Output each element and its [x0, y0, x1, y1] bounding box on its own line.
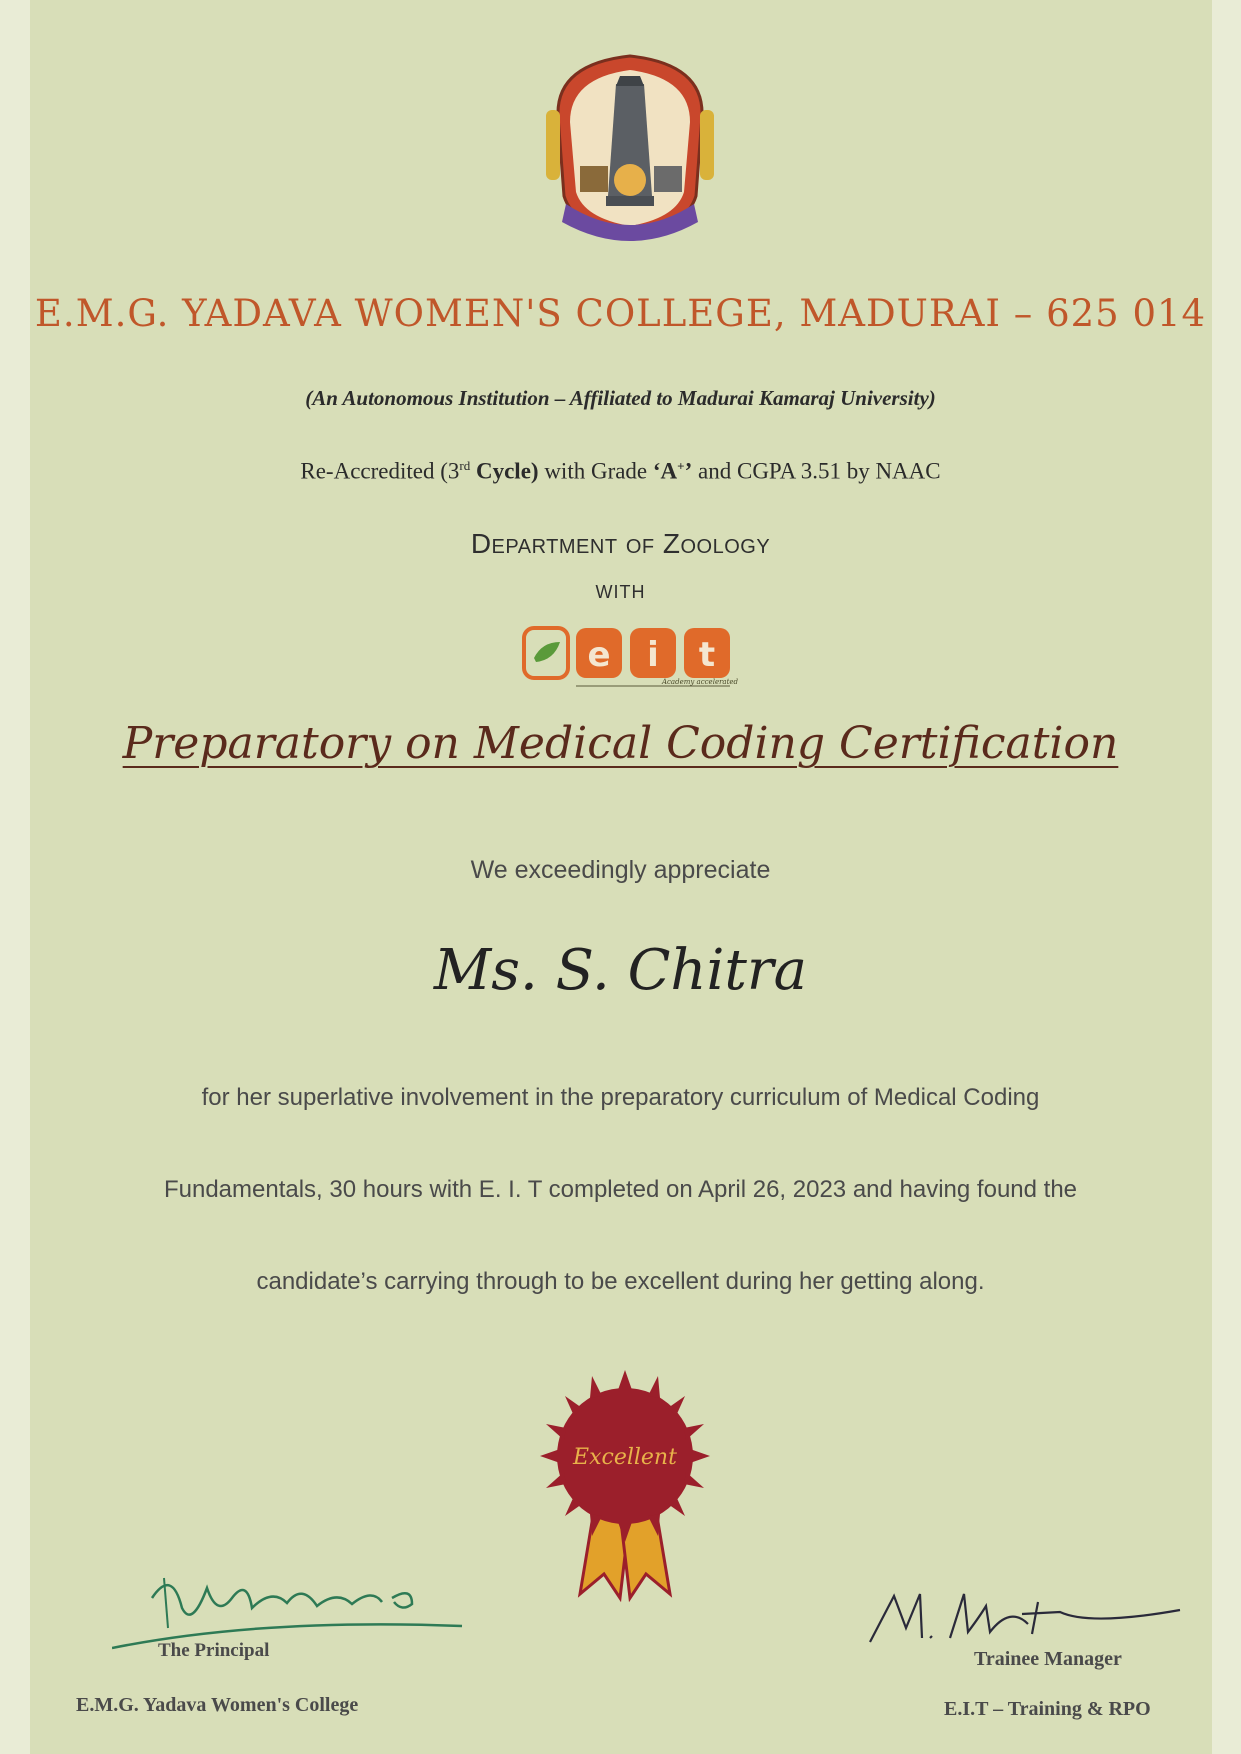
accred-grade-sup: + — [677, 458, 685, 473]
eit-letter-e: e — [587, 635, 611, 675]
college-emblem-icon — [536, 46, 724, 246]
appreciation-line: We exceedingly appreciate — [470, 856, 771, 884]
trainee-manager-org: E.I.T – Training & RPO — [944, 1698, 1151, 1720]
accred-prefix: Re-Accredited (3 — [300, 458, 460, 484]
trainee-manager-signature — [860, 1566, 1190, 1650]
seal-text: Excellent — [573, 1445, 677, 1470]
accred-grade-end: ’ — [684, 458, 693, 484]
eit-letter-i: i — [647, 635, 659, 675]
trainee-manager-title: Trainee Manager — [974, 1648, 1122, 1670]
excellence-seal-icon — [540, 1366, 710, 1606]
eit-tagline: Academy accelerated — [661, 678, 739, 686]
accred-cycle: Cycle) — [470, 458, 539, 484]
recipient-name: Ms. S. Chitra — [433, 938, 808, 1003]
college-name: E.M.G. YADAVA WOMEN'S COLLEGE, MADURAI – 625 014 — [34, 292, 1207, 335]
accred-grade: ‘A — [652, 458, 678, 484]
accred-suffix: and CGPA 3.51 by NAAC — [692, 458, 941, 484]
accred-sup: rd — [459, 458, 471, 473]
with-label: WITH — [595, 582, 646, 602]
body-line-3: candidate’s carrying through to be excellent during her getting along. — [256, 1268, 985, 1295]
body-line-1: for her superlative involvement in the preparatory curriculum of Medical Coding — [201, 1084, 1040, 1111]
accred-mid: with Grade — [538, 458, 653, 484]
certificate-title-text: Preparatory on Medical Coding Certification — [122, 718, 1119, 769]
principal-org: E.M.G. Yadava Women's College — [76, 1694, 359, 1716]
certificate-title — [0, 718, 1241, 769]
department-name: Department of Zoology — [470, 528, 771, 559]
eit-logo — [520, 622, 740, 692]
principal-title: The Principal — [158, 1640, 270, 1661]
body-line-2: Fundamentals, 30 hours with E. I. T completed on April 26, 2023 and having found the — [163, 1176, 1078, 1203]
college-affiliation: (An Autonomous Institution – Affiliated to Madurai Kamaraj University) — [305, 386, 936, 410]
eit-letter-t: t — [698, 635, 716, 675]
accreditation-line — [0, 458, 1241, 485]
